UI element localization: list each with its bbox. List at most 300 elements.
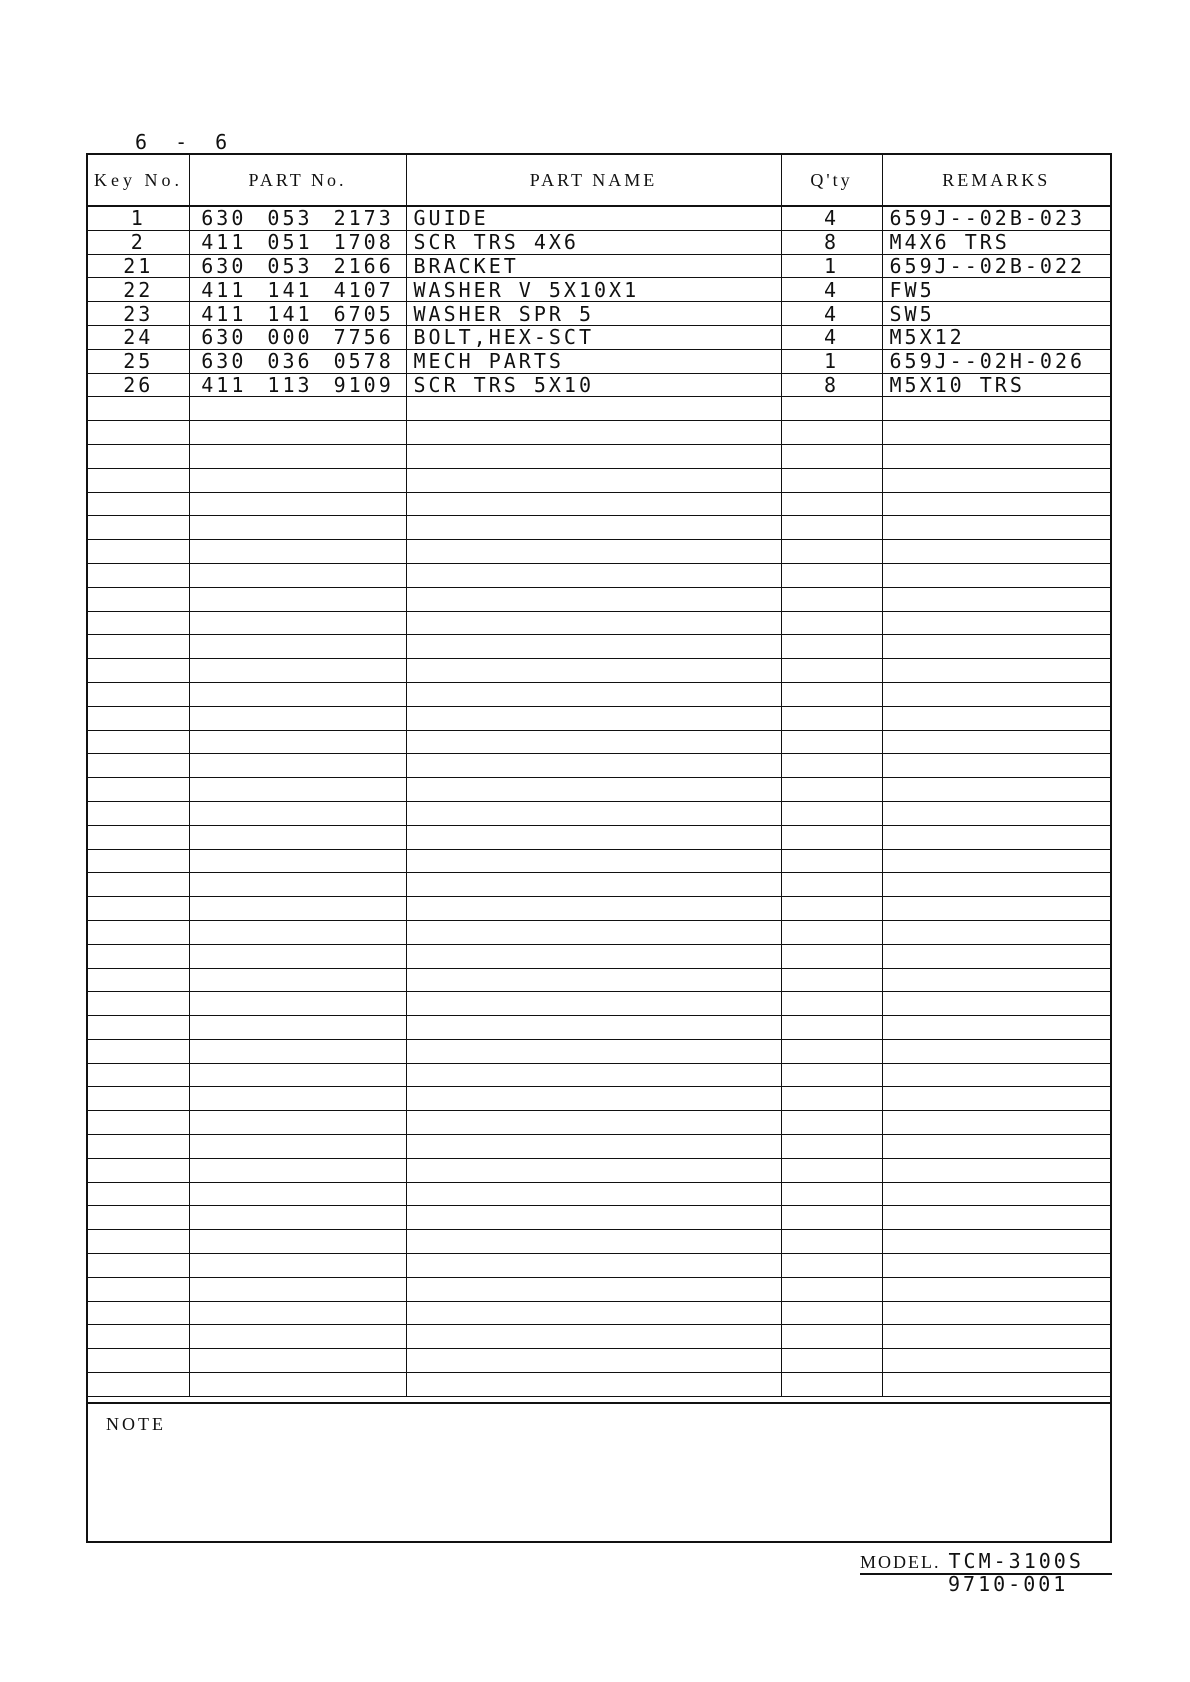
cell-key-no-empty: [88, 778, 189, 802]
cell-part-no: 411 141 6705: [189, 302, 406, 326]
cell-key-no-empty: [88, 801, 189, 825]
cell-part-name-empty: [406, 1349, 781, 1373]
cell-part-no-empty: [189, 1182, 406, 1206]
cell-key-no-empty: [88, 873, 189, 897]
page-number: 6 - 6: [135, 130, 236, 154]
cell-part-name-empty: [406, 1277, 781, 1301]
cell-qty-empty: [781, 1111, 882, 1135]
cell-part-name-empty: [406, 421, 781, 445]
cell-qty-empty: [781, 849, 882, 873]
cell-part-no-empty: [189, 1087, 406, 1111]
cell-qty-empty: [781, 992, 882, 1016]
cell-qty-empty: [781, 730, 882, 754]
empty-table-row: [88, 1254, 1110, 1278]
cell-key-no-empty: [88, 920, 189, 944]
cell-part-no-empty: [189, 944, 406, 968]
empty-table-row: [88, 1373, 1110, 1397]
cell-part-no-empty: [189, 1111, 406, 1135]
cell-part-no-empty: [189, 1301, 406, 1325]
cell-part-name-empty: [406, 1182, 781, 1206]
cell-remarks-empty: [882, 397, 1110, 421]
empty-table-row: [88, 635, 1110, 659]
parts-list-sheet: [86, 153, 1112, 1543]
cell-remarks: 659J--02B-022: [882, 254, 1110, 278]
cell-qty-empty: [781, 516, 882, 540]
empty-table-row: [88, 1158, 1110, 1182]
cell-key-no-empty: [88, 1182, 189, 1206]
cell-remarks-empty: [882, 1349, 1110, 1373]
cell-key-no: 24: [88, 325, 189, 349]
empty-table-row: [88, 968, 1110, 992]
cell-qty-empty: [781, 944, 882, 968]
empty-table-row: [88, 492, 1110, 516]
cell-remarks-empty: [882, 754, 1110, 778]
cell-part-no-empty: [189, 849, 406, 873]
cell-key-no-empty: [88, 730, 189, 754]
cell-remarks-empty: [882, 873, 1110, 897]
cell-qty-empty: [781, 1039, 882, 1063]
cell-key-no-empty: [88, 540, 189, 564]
cell-part-name-empty: [406, 1230, 781, 1254]
cell-key-no-empty: [88, 1111, 189, 1135]
cell-key-no-empty: [88, 992, 189, 1016]
empty-table-row: [88, 421, 1110, 445]
cell-remarks-empty: [882, 468, 1110, 492]
cell-qty-empty: [781, 1277, 882, 1301]
cell-part-no-empty: [189, 468, 406, 492]
cell-key-no-empty: [88, 897, 189, 921]
cell-part-no-empty: [189, 659, 406, 683]
cell-part-name-empty: [406, 563, 781, 587]
cell-part-name-empty: [406, 897, 781, 921]
cell-key-no-empty: [88, 1325, 189, 1349]
cell-remarks-empty: [882, 587, 1110, 611]
cell-qty-empty: [781, 897, 882, 921]
cell-key-no-empty: [88, 1135, 189, 1159]
cell-remarks-empty: [882, 492, 1110, 516]
cell-part-no-empty: [189, 492, 406, 516]
empty-table-row: [88, 1349, 1110, 1373]
cell-qty-empty: [781, 1158, 882, 1182]
cell-key-no-empty: [88, 682, 189, 706]
cell-remarks: 659J--02B-023: [882, 206, 1110, 230]
cell-remarks-empty: [882, 778, 1110, 802]
cell-key-no-empty: [88, 611, 189, 635]
cell-part-no-empty: [189, 730, 406, 754]
cell-part-name-empty: [406, 849, 781, 873]
empty-table-row: [88, 778, 1110, 802]
empty-table-row: [88, 849, 1110, 873]
cell-part-no-empty: [189, 1277, 406, 1301]
parts-table: [88, 155, 1110, 1397]
cell-remarks-empty: [882, 730, 1110, 754]
cell-key-no-empty: [88, 849, 189, 873]
cell-part-name-empty: [406, 540, 781, 564]
cell-key-no-empty: [88, 659, 189, 683]
cell-remarks-empty: [882, 540, 1110, 564]
cell-part-no-empty: [189, 1158, 406, 1182]
cell-part-name-empty: [406, 1016, 781, 1040]
cell-key-no-empty: [88, 944, 189, 968]
cell-part-name: BOLT,HEX-SCT: [406, 325, 781, 349]
cell-part-no-empty: [189, 1206, 406, 1230]
cell-qty-empty: [781, 659, 882, 683]
cell-remarks-empty: [882, 944, 1110, 968]
cell-part-name-empty: [406, 801, 781, 825]
empty-table-row: [88, 540, 1110, 564]
cell-key-no: 1: [88, 206, 189, 230]
cell-remarks-empty: [882, 611, 1110, 635]
empty-table-row: [88, 611, 1110, 635]
cell-qty-empty: [781, 1301, 882, 1325]
cell-qty-empty: [781, 825, 882, 849]
empty-table-row: [88, 730, 1110, 754]
cell-part-no-empty: [189, 682, 406, 706]
cell-part-no-empty: [189, 421, 406, 445]
cell-qty-empty: [781, 1135, 882, 1159]
header-part-name: PART NAME: [406, 155, 781, 206]
cell-part-name-empty: [406, 754, 781, 778]
cell-key-no-empty: [88, 1277, 189, 1301]
cell-part-name-empty: [406, 444, 781, 468]
cell-part-name-empty: [406, 659, 781, 683]
empty-table-row: [88, 992, 1110, 1016]
cell-qty-empty: [781, 873, 882, 897]
table-row: [88, 278, 1110, 302]
cell-key-no-empty: [88, 516, 189, 540]
empty-table-row: [88, 873, 1110, 897]
cell-part-name: MECH PARTS: [406, 349, 781, 373]
document-code: 9710-001: [948, 1572, 1069, 1596]
empty-table-row: [88, 825, 1110, 849]
cell-part-name-empty: [406, 920, 781, 944]
cell-qty-empty: [781, 682, 882, 706]
cell-qty-empty: [781, 1373, 882, 1397]
cell-key-no: 21: [88, 254, 189, 278]
cell-qty-empty: [781, 754, 882, 778]
cell-remarks-empty: [882, 849, 1110, 873]
cell-part-name-empty: [406, 516, 781, 540]
cell-qty-empty: [781, 397, 882, 421]
cell-qty-empty: [781, 778, 882, 802]
cell-part-no-empty: [189, 897, 406, 921]
cell-part-no-empty: [189, 587, 406, 611]
empty-table-row: [88, 944, 1110, 968]
cell-qty-empty: [781, 968, 882, 992]
cell-part-name-empty: [406, 1063, 781, 1087]
cell-part-name-empty: [406, 1087, 781, 1111]
cell-key-no-empty: [88, 397, 189, 421]
cell-key-no-empty: [88, 492, 189, 516]
empty-table-row: [88, 444, 1110, 468]
cell-part-no-empty: [189, 1254, 406, 1278]
cell-remarks-empty: [882, 444, 1110, 468]
cell-part-no: 630 053 2166: [189, 254, 406, 278]
cell-part-name-empty: [406, 468, 781, 492]
cell-key-no-empty: [88, 1230, 189, 1254]
empty-table-row: [88, 801, 1110, 825]
empty-table-row: [88, 397, 1110, 421]
cell-key-no: 23: [88, 302, 189, 326]
empty-table-row: [88, 563, 1110, 587]
cell-key-no-empty: [88, 421, 189, 445]
cell-part-no-empty: [189, 992, 406, 1016]
empty-table-row: [88, 587, 1110, 611]
cell-remarks: M5X10 TRS: [882, 373, 1110, 397]
cell-remarks-empty: [882, 635, 1110, 659]
table-row: [88, 349, 1110, 373]
empty-table-row: [88, 754, 1110, 778]
cell-qty: 4: [781, 278, 882, 302]
cell-part-no-empty: [189, 397, 406, 421]
cell-qty: 4: [781, 325, 882, 349]
cell-qty-empty: [781, 920, 882, 944]
header-part-no: PART No.: [189, 155, 406, 206]
cell-part-name-empty: [406, 1158, 781, 1182]
cell-part-no-empty: [189, 1016, 406, 1040]
note-label: NOTE: [106, 1414, 166, 1434]
cell-qty: 1: [781, 254, 882, 278]
parts-table-body: [88, 206, 1110, 1396]
cell-remarks-empty: [882, 1016, 1110, 1040]
cell-qty: 8: [781, 230, 882, 254]
cell-part-name-empty: [406, 1111, 781, 1135]
cell-remarks-empty: [882, 1206, 1110, 1230]
cell-qty-empty: [781, 1063, 882, 1087]
cell-part-no-empty: [189, 778, 406, 802]
cell-part-no-empty: [189, 706, 406, 730]
cell-qty-empty: [781, 492, 882, 516]
model-value: TCM-3100S: [948, 1549, 1084, 1573]
header-remarks: REMARKS: [882, 155, 1110, 206]
empty-table-row: [88, 1230, 1110, 1254]
cell-part-name-empty: [406, 587, 781, 611]
cell-remarks: SW5: [882, 302, 1110, 326]
cell-key-no-empty: [88, 1206, 189, 1230]
cell-qty-empty: [781, 1206, 882, 1230]
cell-qty-empty: [781, 421, 882, 445]
cell-part-no-empty: [189, 825, 406, 849]
cell-part-no-empty: [189, 1230, 406, 1254]
cell-key-no-empty: [88, 444, 189, 468]
cell-part-no: 411 051 1708: [189, 230, 406, 254]
cell-qty-empty: [781, 635, 882, 659]
cell-remarks: FW5: [882, 278, 1110, 302]
empty-table-row: [88, 1135, 1110, 1159]
cell-remarks-empty: [882, 1087, 1110, 1111]
cell-part-no-empty: [189, 444, 406, 468]
cell-part-no-empty: [189, 611, 406, 635]
cell-remarks-empty: [882, 1277, 1110, 1301]
empty-table-row: [88, 1182, 1110, 1206]
empty-table-row: [88, 516, 1110, 540]
empty-table-row: [88, 1277, 1110, 1301]
cell-remarks-empty: [882, 968, 1110, 992]
cell-part-name-empty: [406, 397, 781, 421]
cell-part-no-empty: [189, 754, 406, 778]
cell-key-no-empty: [88, 1087, 189, 1111]
empty-table-row: [88, 682, 1110, 706]
cell-qty-empty: [781, 540, 882, 564]
cell-remarks-empty: [882, 1301, 1110, 1325]
cell-qty-empty: [781, 1349, 882, 1373]
cell-part-no-empty: [189, 1063, 406, 1087]
cell-key-no: 26: [88, 373, 189, 397]
cell-remarks-empty: [882, 1111, 1110, 1135]
cell-remarks-empty: [882, 682, 1110, 706]
cell-part-no-empty: [189, 920, 406, 944]
cell-qty-empty: [781, 1325, 882, 1349]
table-row: [88, 206, 1110, 230]
cell-remarks-empty: [882, 992, 1110, 1016]
cell-key-no-empty: [88, 1373, 189, 1397]
cell-part-no-empty: [189, 1373, 406, 1397]
empty-table-row: [88, 1039, 1110, 1063]
cell-part-name-empty: [406, 492, 781, 516]
cell-key-no: 22: [88, 278, 189, 302]
cell-key-no-empty: [88, 1158, 189, 1182]
cell-part-no: 630 053 2173: [189, 206, 406, 230]
empty-table-row: [88, 468, 1110, 492]
cell-remarks-empty: [882, 1158, 1110, 1182]
cell-part-no: 411 113 9109: [189, 373, 406, 397]
cell-part-no: 411 141 4107: [189, 278, 406, 302]
cell-part-name-empty: [406, 1325, 781, 1349]
cell-qty-empty: [781, 563, 882, 587]
cell-remarks-empty: [882, 897, 1110, 921]
cell-part-name-empty: [406, 968, 781, 992]
empty-table-row: [88, 1087, 1110, 1111]
empty-table-row: [88, 920, 1110, 944]
cell-qty-empty: [781, 1254, 882, 1278]
cell-remarks-empty: [882, 706, 1110, 730]
cell-part-name: SCR TRS 5X10: [406, 373, 781, 397]
cell-part-name-empty: [406, 635, 781, 659]
cell-remarks-empty: [882, 1254, 1110, 1278]
cell-part-name-empty: [406, 1254, 781, 1278]
cell-part-no-empty: [189, 1135, 406, 1159]
table-row: [88, 373, 1110, 397]
cell-part-no-empty: [189, 1349, 406, 1373]
cell-remarks-empty: [882, 1135, 1110, 1159]
cell-part-name-empty: [406, 873, 781, 897]
cell-part-no-empty: [189, 873, 406, 897]
cell-remarks-empty: [882, 1039, 1110, 1063]
cell-part-name: GUIDE: [406, 206, 781, 230]
cell-qty: 4: [781, 206, 882, 230]
cell-part-name-empty: [406, 730, 781, 754]
table-row: [88, 325, 1110, 349]
cell-part-name-empty: [406, 1373, 781, 1397]
cell-part-no: 630 036 0578: [189, 349, 406, 373]
cell-part-name: SCR TRS 4X6: [406, 230, 781, 254]
cell-key-no-empty: [88, 968, 189, 992]
cell-key-no-empty: [88, 754, 189, 778]
cell-key-no-empty: [88, 1301, 189, 1325]
note-section: [88, 1402, 1110, 1541]
table-header-row: [88, 155, 1110, 206]
empty-table-row: [88, 1301, 1110, 1325]
cell-key-no-empty: [88, 563, 189, 587]
cell-part-no: 630 000 7756: [189, 325, 406, 349]
cell-key-no-empty: [88, 468, 189, 492]
cell-key-no-empty: [88, 1349, 189, 1373]
cell-remarks-empty: [882, 1182, 1110, 1206]
model-label: MODEL.: [860, 1552, 941, 1572]
cell-remarks-empty: [882, 1373, 1110, 1397]
empty-table-row: [88, 1016, 1110, 1040]
cell-remarks: 659J--02H-026: [882, 349, 1110, 373]
cell-qty: 8: [781, 373, 882, 397]
cell-remarks-empty: [882, 421, 1110, 445]
cell-part-name-empty: [406, 682, 781, 706]
cell-remarks-empty: [882, 1325, 1110, 1349]
cell-part-no-empty: [189, 1039, 406, 1063]
cell-part-name-empty: [406, 1039, 781, 1063]
cell-qty-empty: [781, 611, 882, 635]
cell-key-no-empty: [88, 1063, 189, 1087]
cell-qty-empty: [781, 1016, 882, 1040]
cell-part-no-empty: [189, 516, 406, 540]
cell-key-no: 2: [88, 230, 189, 254]
cell-qty-empty: [781, 801, 882, 825]
cell-qty-empty: [781, 587, 882, 611]
empty-table-row: [88, 1206, 1110, 1230]
cell-key-no: 25: [88, 349, 189, 373]
cell-part-no-empty: [189, 540, 406, 564]
cell-qty-empty: [781, 706, 882, 730]
empty-table-row: [88, 1111, 1110, 1135]
cell-part-name-empty: [406, 706, 781, 730]
cell-part-name-empty: [406, 1301, 781, 1325]
empty-table-row: [88, 1325, 1110, 1349]
cell-part-name-empty: [406, 825, 781, 849]
cell-part-name-empty: [406, 1206, 781, 1230]
cell-remarks-empty: [882, 516, 1110, 540]
cell-part-no-empty: [189, 801, 406, 825]
empty-table-row: [88, 706, 1110, 730]
cell-remarks-empty: [882, 659, 1110, 683]
cell-qty-empty: [781, 444, 882, 468]
cell-qty: 4: [781, 302, 882, 326]
cell-key-no-empty: [88, 1254, 189, 1278]
header-qty: Q'ty: [781, 155, 882, 206]
cell-remarks-empty: [882, 920, 1110, 944]
table-row: [88, 230, 1110, 254]
cell-qty: 1: [781, 349, 882, 373]
cell-part-name-empty: [406, 1135, 781, 1159]
empty-table-row: [88, 659, 1110, 683]
cell-key-no-empty: [88, 635, 189, 659]
cell-part-no-empty: [189, 1325, 406, 1349]
cell-key-no-empty: [88, 587, 189, 611]
empty-table-row: [88, 897, 1110, 921]
cell-part-name-empty: [406, 944, 781, 968]
cell-part-no-empty: [189, 968, 406, 992]
cell-qty-empty: [781, 468, 882, 492]
cell-part-name-empty: [406, 992, 781, 1016]
table-row: [88, 302, 1110, 326]
cell-key-no-empty: [88, 1039, 189, 1063]
cell-remarks-empty: [882, 1230, 1110, 1254]
cell-key-no-empty: [88, 706, 189, 730]
cell-remarks-empty: [882, 1063, 1110, 1087]
cell-part-name-empty: [406, 778, 781, 802]
cell-key-no-empty: [88, 1016, 189, 1040]
cell-qty-empty: [781, 1230, 882, 1254]
cell-part-name: BRACKET: [406, 254, 781, 278]
cell-qty-empty: [781, 1087, 882, 1111]
